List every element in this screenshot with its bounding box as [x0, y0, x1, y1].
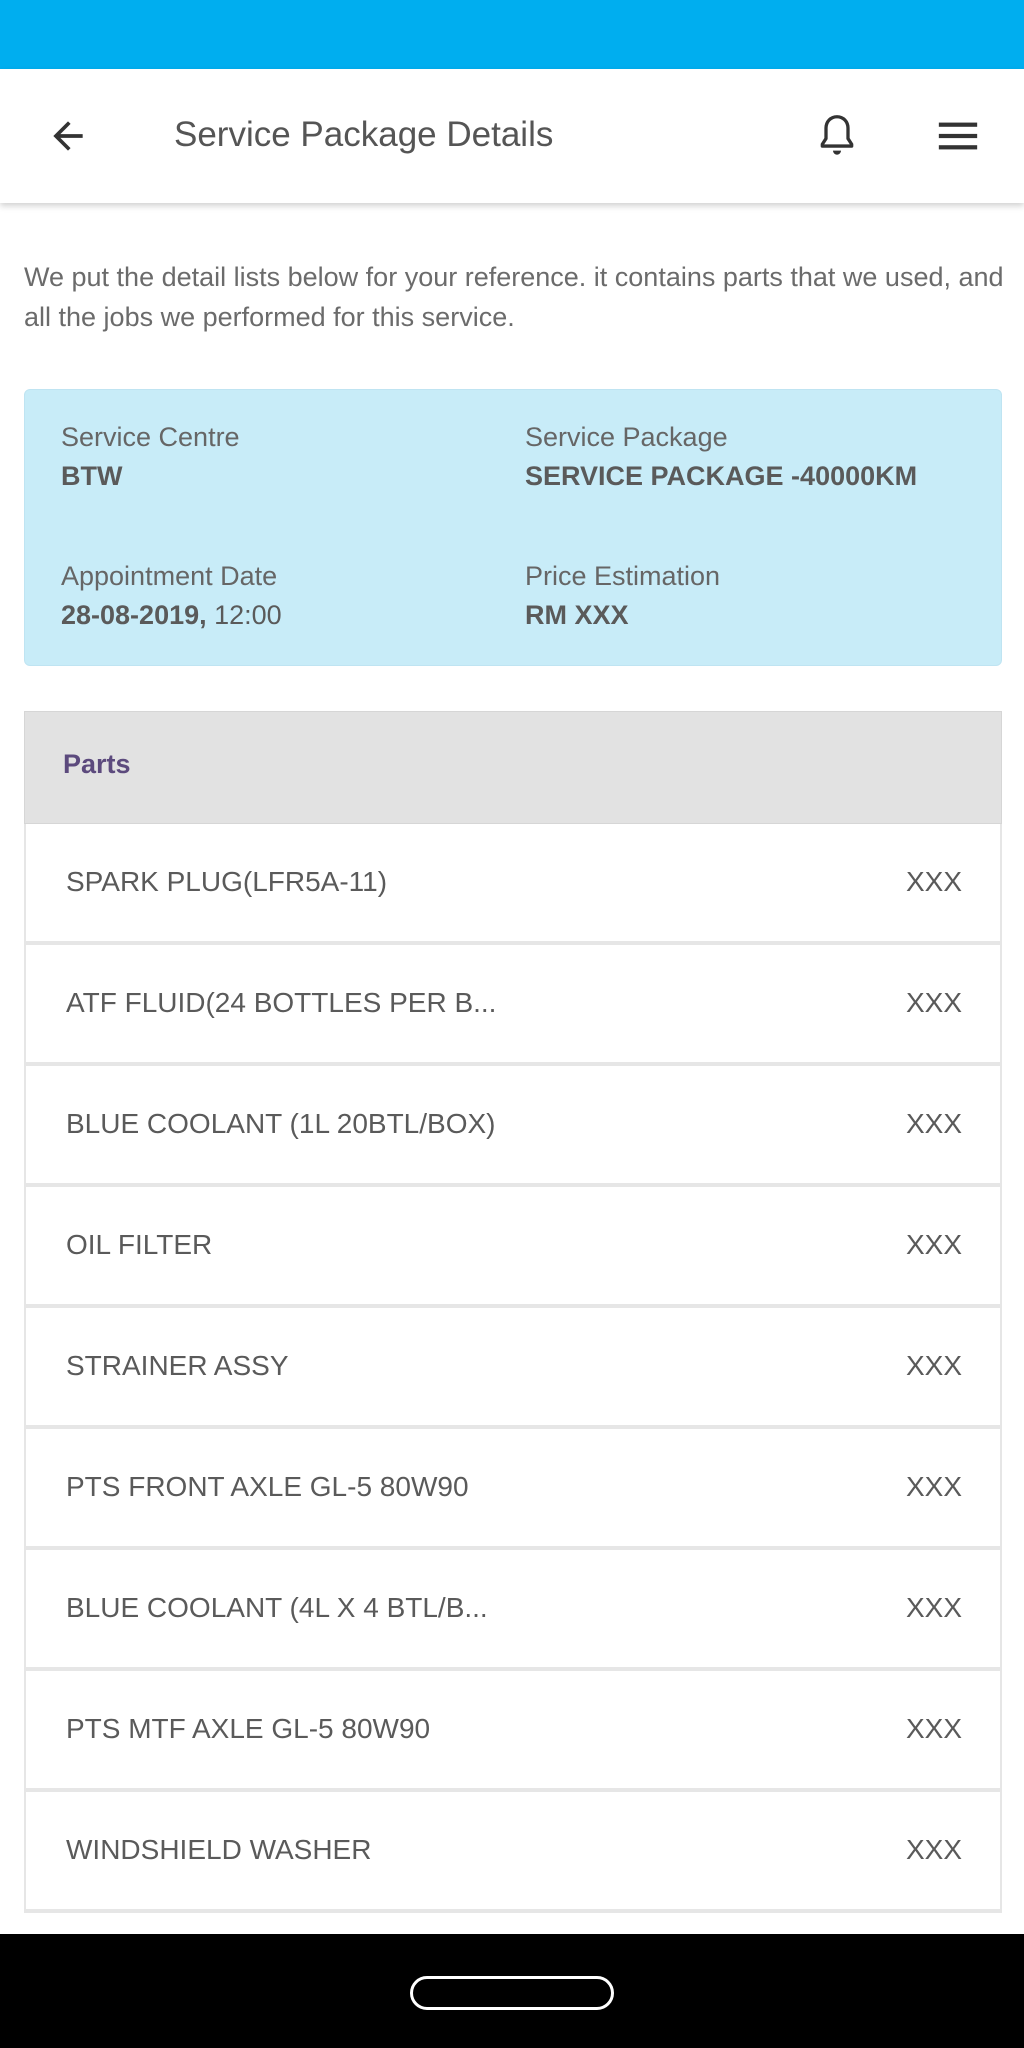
part-name: PTS MTF AXLE GL-5 80W90 — [66, 1713, 431, 1744]
parts-header-label: Parts — [63, 749, 131, 779]
price-estimation-value: RM XXX — [525, 600, 629, 630]
list-item[interactable] — [24, 824, 1002, 945]
part-name: OIL FILTER — [66, 1229, 213, 1260]
service-centre — [61, 422, 240, 492]
part-name: SPARK PLUG(LFR5A-11) — [66, 866, 388, 897]
appointment-date-text: 28-08-2019, — [61, 600, 207, 630]
menu-button[interactable] — [926, 104, 990, 168]
intro-text: We put the detail lists below for your reference. it contains parts that we used, and all the jobs we performed for this service. — [24, 262, 1004, 332]
part-price: XXX — [905, 1713, 962, 1744]
part-name: PTS FRONT AXLE GL-5 80W90 — [66, 1471, 469, 1502]
home-button[interactable] — [410, 1976, 614, 2010]
service-summary-card — [24, 389, 1002, 666]
price-estimation-label: Price Estimation — [525, 561, 721, 591]
appointment-date-value — [61, 600, 282, 631]
system-navigation-bar — [0, 1934, 1024, 2048]
list-item[interactable] — [24, 1671, 1002, 1792]
part-price: XXX — [905, 1108, 962, 1139]
part-price: XXX — [905, 1834, 962, 1865]
back-button[interactable] — [36, 104, 100, 168]
service-package-value: SERVICE PACKAGE -40000KM — [525, 461, 918, 491]
part-name: STRAINER ASSY — [66, 1350, 289, 1381]
status-bar — [0, 0, 1024, 69]
arrow-left-icon — [46, 114, 90, 158]
price-estimation — [525, 561, 720, 631]
content-area[interactable] — [0, 203, 1024, 1934]
part-price: XXX — [905, 1471, 962, 1502]
list-item[interactable] — [24, 1550, 1002, 1671]
list-item[interactable] — [24, 1187, 1002, 1308]
parts-list — [24, 824, 1002, 1913]
appointment-date — [61, 561, 282, 631]
service-package-label: Service Package — [525, 422, 728, 452]
part-price: XXX — [905, 866, 962, 897]
notification-button[interactable] — [805, 104, 869, 168]
appointment-date-label: Appointment Date — [61, 561, 278, 591]
part-price: XXX — [905, 987, 962, 1018]
list-item[interactable] — [24, 1066, 1002, 1187]
service-package — [525, 422, 917, 492]
list-item[interactable] — [24, 1429, 1002, 1550]
part-price: XXX — [905, 1592, 962, 1623]
hamburger-menu-icon — [935, 113, 981, 159]
parts-section-header — [24, 711, 1002, 824]
part-name: BLUE COOLANT (1L 20BTL/BOX) — [66, 1108, 496, 1139]
part-name: ATF FLUID(24 BOTTLES PER B... — [66, 987, 497, 1018]
appointment-time-text: 12:00 — [206, 600, 282, 630]
part-price: XXX — [905, 1229, 962, 1260]
service-centre-value: BTW — [61, 461, 123, 491]
list-item[interactable] — [24, 1308, 1002, 1429]
part-name: BLUE COOLANT (4L X 4 BTL/B... — [66, 1592, 488, 1623]
list-item[interactable] — [24, 945, 1002, 1066]
app-bar — [0, 69, 1024, 203]
page-title: Service Package Details — [174, 115, 554, 154]
part-name: WINDSHIELD WASHER — [66, 1834, 372, 1865]
list-item[interactable] — [24, 1792, 1002, 1913]
bell-icon — [815, 112, 859, 160]
service-centre-label: Service Centre — [61, 422, 240, 452]
part-price: XXX — [905, 1350, 962, 1381]
